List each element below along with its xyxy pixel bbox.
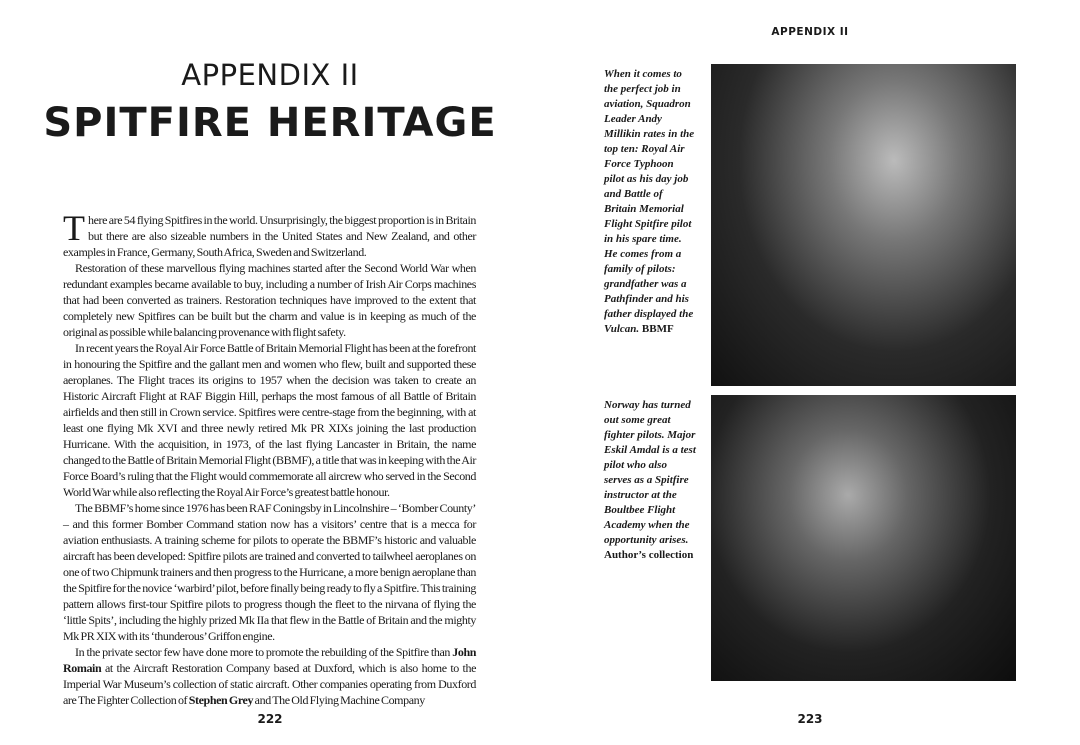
body-text [63,208,476,708]
name-stephen-grey: Stephen Grey [188,693,254,707]
running-head: APPENDIX II [771,26,849,38]
drop-cap: T [63,208,85,248]
page-number-left: 222 [257,712,283,726]
name-john-romain: John Romain [63,645,476,675]
chapter-label: APPENDIX II [181,58,359,92]
paragraph: In the private sector few have done more to promote the rebuilding of the Spitfire than John Romain at the Aircraft Restoration Company based at Duxford, which is also home to the Imperial War Museum’s collection of static aircraft. Other companies operating from Duxford are The Fighter Collection of Stephen Grey and The Old Flying Machine Company [63,645,476,707]
photo-caption-1: When it comes to the perfect job in aviation, Squadron Leader Andy Millikin rates in the top ten: Royal Air Force Typhoon pilot as his day job and Battle of Britain Memorial Flight Spitfire pilot in his spare time. He comes from a family of pilots: grandfather was a Pathfinder and his father displayed the Vulcan. BBMF [604,68,695,335]
photo-pilot-in-cockpit [711,64,1016,386]
photo-credit: Author’s collection [604,549,694,561]
photo-caption-2: Norway has turned out some great fighter pilots. Major Eskil Amdal is a test pilot who also serves as a Spitfire instructor at the Boultbee Flight Academy when the opportunity arises. Author’s collection [604,399,696,561]
paragraph: In recent years the Royal Air Force Battle of Britain Memorial Flight has been at the forefront in honouring the Spitfire and the gallant men and women who flew, built and supported these aeroplanes. The Flight traces its origins to 1957 when the decision was taken to create an Historic Aircraft Flight at RAF Biggin Hill, perhaps the most famous of all Battle of Britain airfields and then still in Crown service. Spitfires were centre-stage from the beginning, with at least one flying Mk XVI and three newly retired Mk PR XIXs joining the last production Hurricane. With the acquisition, in 1973, of the last flying Lancaster in Britain, the name changed to the Battle of Britain Memorial Flight (BBMF), a title that was in keeping with the Air Force Board’s ruling that the Flight would commemorate all aircrew who served in the Second World War while also reflecting the Royal Air Force’s greatest battle honour. [63,341,476,499]
page-number-right: 223 [797,712,823,726]
photo-credit: BBMF [641,323,674,335]
paragraph: The BBMF’s home since 1976 has been RAF Coningsby in Lincolnshire – ‘Bomber County’ – and this former Bomber Command station now has a visitors’ centre that is a mecca for aviation enthusiasts. A training scheme for pilots to operate the BBMF’s historic and valuable aircraft has been developed: Spitfire pilots are trained and converted to tailwheel aeroplanes on one of two Chipmunk trainers and then progress to the Hurricane, a more benign aeroplane than the Spitfire for the novice ‘warbird’ pilot, before finally being ready to fly a Spitfire. This training pattern allows first-tour Spitfire pilots to progress though the fleet to the nirvana of flying the ‘little Spits’, including the highly prized Mk IIa that flew in the Battle of Britain and the mighty Mk PR XIX with its ‘thunderous’ Griffon engine. [63,501,476,643]
paragraph: There are 54 flying Spitfires in the world. Unsurprisingly, the biggest proportion is in Britain but there are also sizeable numbers in the United States and New Zealand, and other examples in France, Germany, South Africa, Sweden and Switzerland. [63,208,476,259]
chapter-title: SPITFIRE HERITAGE [43,100,497,146]
paragraph: Restoration of these marvellous flying machines started after the Second World War when redundant examples became available to buy, including a number of Irish Air Corps machines that had been converted as trainers. Restoration techniques have improved to the extent that completely new Spitfires can be built but the charm and value is in keeping as much of the original as possible while balancing provenance with flight safety. [63,261,476,339]
photo-pilot-portrait [711,395,1016,681]
